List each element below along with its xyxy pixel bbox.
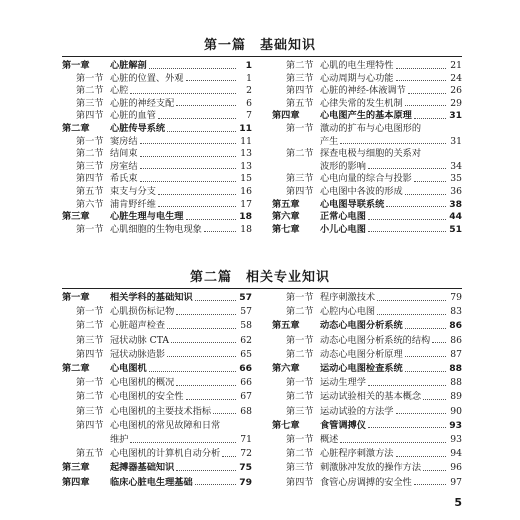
toc-entry-label: 第四节 [286,186,314,197]
toc-entry-label: 第四章 [62,476,90,488]
toc-entry-page: 96 [450,462,462,474]
toc-entry-page: 44 [449,211,462,223]
toc-entry-page: 35 [450,173,462,185]
toc-leader-dots [213,413,236,414]
toc-entry-section [62,224,252,236]
toc-entry-title: 刺激脉冲发放的操作方法 [320,462,422,474]
toc-entry-page: 15 [240,173,252,185]
toc-entry-label: 第一节 [286,377,314,389]
toc-leader-dots [204,231,236,232]
toc-leader-dots [396,456,447,457]
toc-entry-label: 第一章 [62,60,90,71]
toc-entry-title: 运动试验相关的基本概念 [320,391,422,403]
toc-entry-page: 29 [450,97,462,109]
toc-entry-page: 7 [246,110,252,122]
toc-entry-label: 第五节 [76,448,104,460]
toc-entry-page: 13 [240,148,252,160]
toc-leader-dots [167,328,236,329]
toc-entry-title: 运动生理学 [320,377,366,389]
toc-entry-page: 18 [240,223,252,235]
toc-leader-dots [405,328,446,329]
toc-leader-dots [140,168,236,169]
toc-entry-page: 34 [450,160,462,172]
toc-entry-section [62,85,252,97]
toc-leader-dots [368,385,446,386]
toc-entry-chapter [62,211,252,223]
toc-entry-section [62,391,252,403]
toc-entry-section [62,406,252,418]
toc-entry-title: 波形的影响 [320,160,366,172]
toc-entry-page: 58 [240,320,252,332]
toc-entry-label: 第二章 [62,123,90,134]
toc-leader-dots [167,131,236,132]
toc-leader-dots [130,442,236,443]
toc-entry-page: 51 [449,223,462,235]
toc-entry-page: 68 [240,405,252,417]
toc-entry-section [272,98,462,110]
toc-entry-title: 临床心脏电生理基础 [110,476,193,488]
toc-entry-label: 第二节 [286,448,314,460]
toc-entry-chapter [62,292,252,304]
toc-entry-page: 83 [450,306,462,318]
toc-entry-label: 第一节 [286,123,314,134]
toc-entry-section [272,434,462,446]
toc-entry-page: 24 [450,72,462,84]
toc-leader-dots [195,300,236,301]
toc-leader-dots [149,68,236,69]
toc-entry-label: 第一节 [286,434,314,445]
toc-entry-title: 探查电极与细胞的关系对 [320,148,422,160]
toc-entry-section [272,391,462,403]
toc-entry-title: 希氏束 [110,173,138,185]
toc-entry-label: 第一章 [62,292,90,303]
toc-entry-label: 第三节 [286,405,314,417]
toc-entry-title: 心电图机的安全性 [110,391,184,403]
toc-leader-dots [396,413,447,414]
toc-leader-dots [405,356,446,357]
toc-leader-dots [432,342,446,343]
toc-entry-page: 65 [240,348,252,360]
toc-leader-dots [405,371,446,372]
part2-left-column [62,292,252,492]
toc-entry-page: 93 [450,434,462,445]
toc-entry-label: 第四节 [76,173,104,185]
toc-entry-title: 心脏的神经支配 [110,97,175,109]
toc-entry-title: 心腔 [110,85,129,97]
toc-entry-label: 第五节 [76,186,104,197]
toc-entry-title: 程序刺激技术 [320,292,376,303]
toc-entry-page: 1 [246,72,252,84]
toc-entry-title: 心脏程序刺激方法 [320,448,394,460]
toc-leader-dots [176,314,236,315]
toc-entry-page: 57 [240,306,252,318]
toc-entry-chapter [62,60,252,72]
toc-entry-section [272,306,462,318]
part1-title: 第一篇 基础知识 [203,38,316,53]
toc-entry-cont [272,136,462,148]
toc-entry-chapter [272,320,462,332]
toc-entry-title: 心肌的电生理特性 [320,60,394,71]
toc-leader-dots [396,80,447,81]
toc-entry-title: 心脏传导系统 [110,123,166,134]
toc-entry-title: 冠状动脉 CTA [110,334,169,346]
toc-leader-dots [158,118,236,119]
toc-entry-label: 第七章 [272,419,300,431]
toc-entry-title: 产生 [320,135,339,147]
toc-leader-dots [195,484,236,485]
toc-entry-section [62,335,252,347]
toc-entry-label: 第七章 [272,223,300,235]
toc-entry-page: 88 [450,377,462,389]
toc-leader-dots [158,194,236,195]
toc-entry-label: 第二节 [286,348,314,360]
toc-entry-page: 6 [246,97,252,109]
toc-entry-section [62,186,252,198]
toc-entry-label: 第五章 [272,320,300,332]
toc-entry-page: 31 [449,110,462,122]
toc-entry-title: 窦房结 [110,135,138,147]
toc-entry-title: 小儿心电图 [320,223,366,235]
toc-entry-title: 心脏超声检查 [110,320,166,332]
toc-entry-title: 浦肯野纤维 [110,198,156,210]
toc-entry-chapter [62,477,252,489]
toc-entry-label: 第三节 [76,405,104,417]
toc-entry-cont [62,434,252,446]
toc-leader-dots [408,93,446,94]
toc-entry-title: 心电图产生的基本原理 [320,110,412,122]
toc-entry-section [62,306,252,318]
toc-entry-label: 第一节 [76,72,104,84]
toc-entry-page: 72 [240,448,252,460]
toc-entry-title: 相关学科的基础知识 [110,292,193,303]
part1-rule [62,56,462,57]
toc-entry-page: 2 [246,85,252,97]
toc-entry-label: 第一节 [286,292,314,303]
toc-entry-label: 第四节 [286,476,314,488]
toc-entry-label: 第六节 [76,198,104,210]
toc-entry-section [272,173,462,185]
toc-entry-title: 心肌损伤标记物 [110,306,175,318]
toc-entry-section [272,477,462,489]
toc-entry-section [62,320,252,332]
toc-entry-page: 86 [450,334,462,346]
toc-entry-chapter [272,224,462,236]
toc-entry-page: 79 [450,292,462,303]
toc-entry-page: 11 [240,135,252,147]
toc-entry-title: 心肌细胞的生物电现象 [110,223,202,235]
toc-entry-title: 心脏的血管 [110,110,156,122]
toc-leader-dots [423,470,446,471]
toc-entry-page: 1 [245,60,252,71]
toc-entry-label: 第四节 [286,85,314,97]
toc-entry-page: 13 [240,160,252,172]
toc-entry-label: 第二节 [76,148,104,160]
toc-entry-section [62,110,252,122]
toc-entry-section [272,85,462,97]
toc-entry-label: 第二节 [286,60,314,71]
toc-entry-title: 心脏的位置、外观 [110,72,184,84]
toc-entry-section [62,73,252,85]
toc-entry-title: 激动的扩布与心电图形的 [320,123,422,134]
toc-entry-page: 17 [240,198,252,210]
toc-entry-page: 66 [239,363,252,374]
toc-leader-dots [396,68,447,69]
toc-entry-page: 94 [450,448,462,460]
toc-entry-title: 动态心电图分析原理 [320,348,403,360]
toc-entry-page: 62 [240,334,252,346]
toc-entry-page: 36 [450,186,462,197]
toc-entry-label: 第二节 [286,306,314,318]
toc-leader-dots [222,456,236,457]
toc-entry-title: 冠状动脉造影 [110,348,166,360]
toc-entry-page: 87 [450,348,462,360]
toc-entry-title: 心电图机的概况 [110,377,175,389]
toc-entry-section [62,448,252,460]
toc-entry-label: 第二节 [76,85,104,97]
toc-leader-dots [340,442,446,443]
toc-entry-section [62,377,252,389]
toc-entry-chapter [272,211,462,223]
toc-entry-section [272,462,462,474]
toc-entry-label: 第三章 [62,211,90,223]
toc-entry-section [272,335,462,347]
toc-leader-dots [368,219,446,220]
toc-leader-dots [405,105,446,106]
toc-entry-label: 第四节 [76,110,104,122]
toc-entry-label: 第四章 [272,110,300,122]
toc-entry-section [272,123,462,135]
toc-entry-label: 第二节 [76,391,104,403]
toc-entry-section [62,98,252,110]
toc-leader-dots [340,143,446,144]
toc-entry-title: 结间束 [110,148,138,160]
toc-leader-dots [158,206,236,207]
toc-entry-section [62,136,252,148]
toc-entry-page: 89 [450,391,462,403]
toc-leader-dots [368,427,446,428]
toc-entry-page: 66 [240,377,252,389]
toc-entry-page: 57 [239,292,252,303]
toc-entry-page: 67 [240,391,252,403]
toc-leader-dots [377,300,446,301]
toc-entry-section [62,173,252,185]
toc-entry-page: 11 [239,123,252,134]
part2-right-column [272,292,462,492]
toc-entry-chapter [62,123,252,135]
toc-leader-dots [171,342,236,343]
toc-leader-dots [186,80,237,81]
toc-leader-dots [130,93,236,94]
toc-entry-section [62,199,252,211]
toc-entry-title: 心电图机的主要技术指标 [110,405,212,417]
toc-entry-label: 第二节 [286,391,314,403]
toc-leader-dots [414,181,446,182]
toc-entry-label: 第三节 [76,160,104,172]
toc-entry-label: 第一节 [76,377,104,389]
toc-entry-title: 房室结 [110,160,138,172]
part2-title: 第二篇 相关专业知识 [189,270,330,285]
page-number: 5 [454,496,462,509]
toc-entry-title: 心电图机 [110,363,147,374]
toc-entry-label: 第一节 [286,334,314,346]
toc-leader-dots [176,385,236,386]
toc-leader-dots [423,399,446,400]
toc-entry-label: 第六章 [272,363,300,374]
toc-entry-title: 动态心电图分析系统 [320,320,403,332]
toc-entry-label: 第六章 [272,211,300,223]
toc-entry-page: 88 [449,363,462,374]
toc-entry-page: 31 [450,135,462,147]
toc-entry-cont [272,161,462,173]
toc-entry-label: 第三节 [76,334,104,346]
toc-leader-dots [176,470,236,471]
toc-entry-label: 第五章 [272,198,300,210]
toc-leader-dots [405,194,446,195]
toc-entry-section [272,60,462,72]
toc-leader-dots [140,181,236,182]
toc-entry-label: 第二章 [62,363,90,374]
toc-leader-dots [186,399,237,400]
toc-entry-section [62,420,252,432]
toc-entry-section [272,377,462,389]
toc-entry-section [272,73,462,85]
toc-entry-section [272,349,462,361]
toc-entry-page: 86 [449,320,462,332]
toc-entry-section [272,148,462,160]
toc-entry-title: 起搏器基础知识 [110,462,175,474]
toc-entry-section [62,349,252,361]
toc-leader-dots [149,371,236,372]
part1-right-column [272,60,462,235]
toc-entry-page: 21 [450,60,462,71]
toc-entry-chapter [272,110,462,122]
toc-entry-title: 心电图中各波的形成 [320,186,403,197]
toc-entry-title: 心动周期与心功能 [320,72,394,84]
toc-entry-title: 心脏生理与电生理 [110,211,184,223]
toc-entry-title: 动态心电图分析系统的结构 [320,334,431,346]
toc-leader-dots [386,206,446,207]
toc-entry-title: 心脏解剖 [110,60,147,71]
toc-entry-label: 第三节 [286,462,314,474]
toc-entry-page: 71 [240,434,252,445]
toc-entry-title: 心律失常的发生机制 [320,97,403,109]
toc-entry-section [272,186,462,198]
toc-entry-label: 第三节 [286,72,314,84]
part2-rule [62,288,462,289]
toc-leader-dots [140,143,236,144]
toc-entry-label: 第二节 [286,148,314,160]
part1-left-column [62,60,252,235]
toc-entry-label: 第二节 [76,320,104,332]
toc-entry-title: 心电图机的计算机自动分析 [110,448,221,460]
toc-entry-title: 心电向量的综合与投影 [320,173,412,185]
toc-entry-label: 第三节 [76,97,104,109]
toc-leader-dots [167,356,236,357]
toc-entry-title: 食管心房调搏的安全性 [320,476,412,488]
toc-entry-title: 心电图导联系统 [320,198,385,210]
toc-entry-label: 第五节 [286,97,314,109]
toc-entry-chapter [272,420,462,432]
toc-entry-section [62,148,252,160]
toc-entry-title: 运动心电图检查系统 [320,363,403,374]
toc-entry-label: 第一节 [76,223,104,235]
toc-entry-page: 90 [450,405,462,417]
toc-leader-dots [368,168,446,169]
toc-entry-label: 第四节 [76,348,104,360]
toc-leader-dots [377,314,446,315]
toc-entry-page: 38 [449,198,462,210]
toc-entry-label: 第四节 [76,419,104,431]
toc-entry-chapter [272,363,462,375]
toc-entry-title: 运动试验的方法学 [320,405,394,417]
toc-leader-dots [176,105,236,106]
toc-entry-page: 75 [239,462,252,474]
toc-entry-title: 正常心电图 [320,211,366,223]
toc-entry-page: 93 [449,419,462,431]
toc-entry-label: 第一节 [76,306,104,318]
toc-entry-label: 第三章 [62,462,90,474]
toc-entry-title: 概述 [320,434,339,445]
toc-leader-dots [368,231,446,232]
toc-entry-title: 心电图机的常见故障和日常 [110,419,221,431]
toc-entry-chapter [272,199,462,211]
toc-leader-dots [414,484,446,485]
toc-entry-title: 束支与分支 [110,186,156,197]
toc-entry-chapter [62,462,252,474]
toc-entry-title: 心腔内心电图 [320,306,376,318]
toc-entry-page: 16 [240,186,252,197]
toc-entry-chapter [62,363,252,375]
toc-entry-page: 26 [450,85,462,97]
toc-entry-label: 第三节 [286,173,314,185]
toc-entry-title: 食管调搏仪 [320,419,366,431]
toc-entry-label: 第一节 [76,135,104,147]
toc-entry-section [272,448,462,460]
toc-leader-dots [186,219,237,220]
toc-entry-page: 18 [239,211,252,223]
toc-entry-page: 97 [450,476,462,488]
toc-entry-section [62,161,252,173]
toc-leader-dots [414,118,446,119]
toc-entry-section [272,292,462,304]
toc-entry-title: 心脏的神经-体液调节 [320,85,406,97]
toc-entry-title: 维护 [110,434,129,445]
toc-leader-dots [140,156,236,157]
toc-entry-page: 79 [239,476,252,488]
toc-entry-section [272,406,462,418]
